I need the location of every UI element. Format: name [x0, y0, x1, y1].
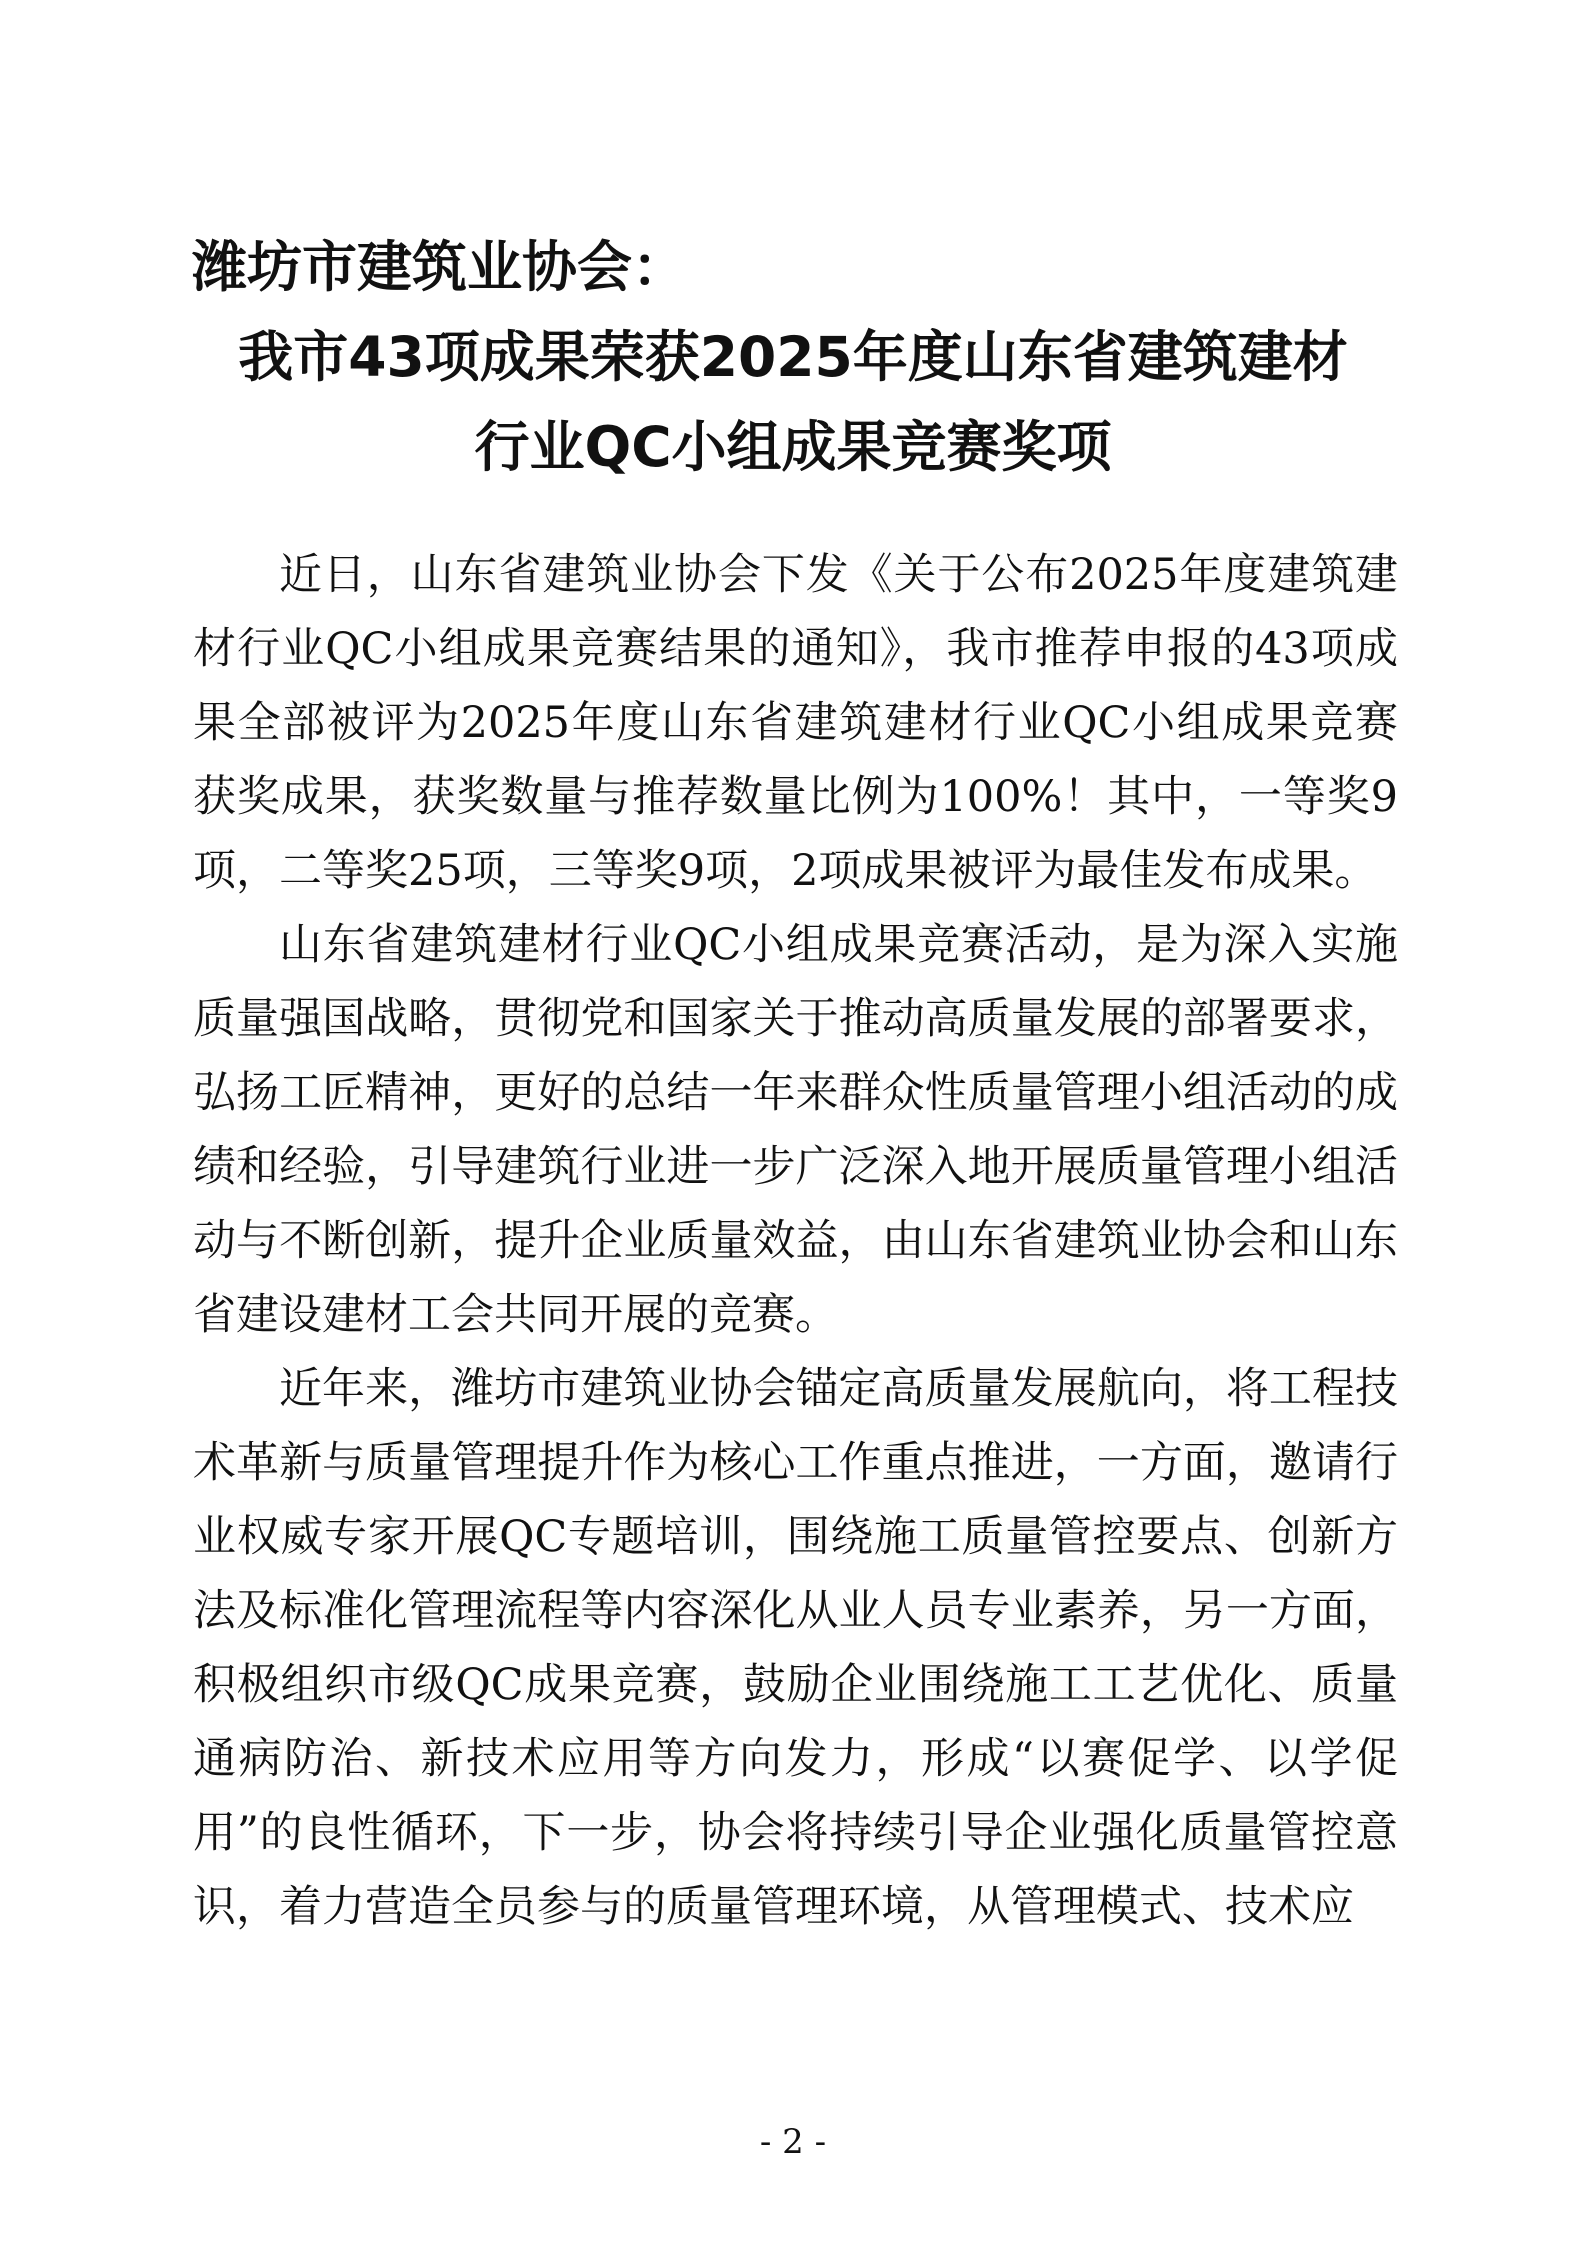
title-line-1: 潍坊市建筑业协会： — [192, 235, 688, 299]
article-title — [0, 222, 1586, 492]
title-line-3: 行业QC小组成果竞赛奖项 — [474, 415, 1112, 479]
page-number: - 2 - — [759, 2122, 827, 2162]
article-body — [193, 538, 1398, 1944]
paragraph-3: 近年来，潍坊市建筑业协会锚定高质量发展航向，将工程技术革新与质量管理提升作为核心工作重点推进，一方面，邀请行业权威专家开展QC专题培训，围绕施工质量管控要点、创新方法及标准化管理流程等内容深化从业人员专业素养，另一方面，积极组织市级QC成果竞赛，鼓励企业围绕施工工艺优化、质量通病防治、新技术应用等方向发力，形成“以赛促学、以学促用”的良性循环，下一步，协会将持续引导企业强化质量管控意识，着力营造全员参与的质量管理环境，从管理模式、技术应 — [193, 1364, 1398, 1932]
paragraph-2: 山东省建筑建材行业QC小组成果竞赛活动，是为深入实施质量强国战略，贯彻党和国家关于推动高质量发展的部署要求，弘扬工匠精神，更好的总结一年来群众性质量管理小组活动的成绩和经验，引导建筑行业进一步广泛深入地开展质量管理小组活动与不断创新，提升企业质量效益，由山东省建筑业协会和山东省建设建材工会共同开展的竞赛。 — [193, 920, 1398, 1340]
title-line-2: 我市43项成果荣获2025年度山东省建筑建材 — [238, 325, 1348, 389]
paragraph-1: 近日，山东省建筑业协会下发《关于公布2025年度建筑建材行业QC小组成果竞赛结果的通知》，我市推荐申报的43项成果全部被评为2025年度山东省建筑建材行业QC小组成果竞赛获奖成果，获奖数量与推荐数量比例为100%！其中，一等奖9项，二等奖25项，三等奖9项，2项成果被评为最佳发布成果。 — [193, 550, 1398, 896]
